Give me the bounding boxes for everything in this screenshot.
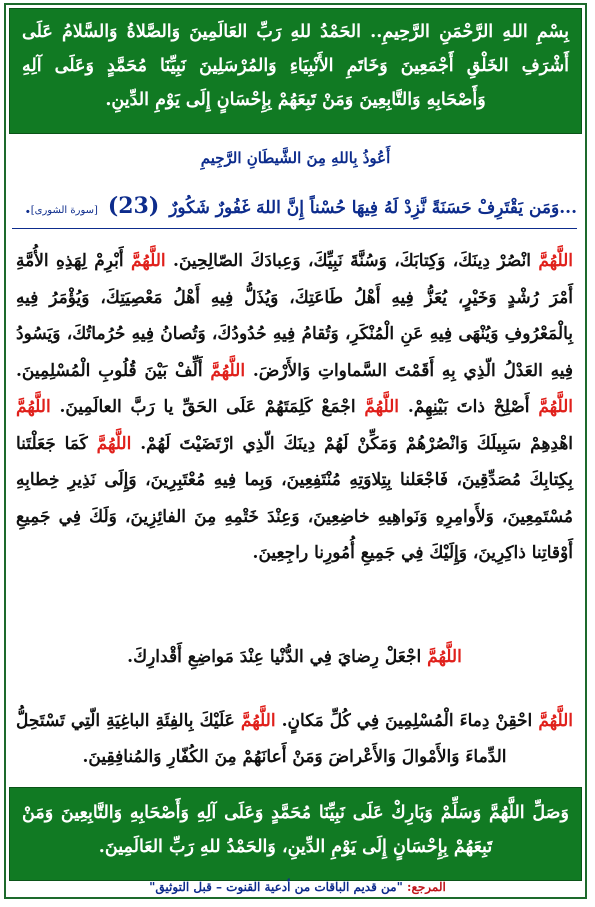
allahumma-word: اللَّهُمَّ: [427, 647, 462, 667]
allahumma-word: اللَّهُمَّ: [538, 397, 574, 417]
ijal-text: اجْعَلْ رِضايَ فِي الدُّنْيا عِنْدَ مَواضِعِ أَقْدارِكَ.: [127, 647, 422, 667]
istiadha-line: أَعُوذُ بِاللهِ مِنَ الشَّيطَانِ الرَّجِيمِ: [200, 149, 391, 167]
supplication-segment: اهْدِهِمْ سَبِيلَكَ وَانْصُرْهُمْ وَمَكِّنْ لَهُمْ دِينَكَ الّذِي ارْتَضَيْتَ لَهُمْ.: [140, 433, 574, 454]
allahumma-word: اللَّهُمَّ: [538, 711, 574, 731]
verse-divider: [12, 228, 577, 229]
source-title: "من قديم الباقات من أدعية القنوت – قبل التوثيق": [149, 880, 403, 894]
source-reference: [0, 880, 595, 894]
verse-text: ...وَمَن يَقْتَرِفْ حَسَنَةً نَّزِدْ لَهُ فِيهَا حُسْناً إِنَّ اللهَ غَفُورٌ شَكُورٌ: [169, 198, 577, 218]
protection-text-2: عَلَيْكَ بِالفِئَةِ الباغِيَةِ الّتِي تَسْتَحِلُّ الدِّماءَ وَالأَمْوالَ وَالأَعْراضَ وَمَنْ أَعانَهُمْ مِنَ الكُفّارِ وَالمُنافِقِينَ.: [16, 711, 507, 767]
allahumma-word: اللَّهُمَّ: [240, 711, 276, 731]
supplication-segment: كَمَا جَعَلْتَنا بِكِتابِكَ مُصَدِّقِينَ، فَاجْعَلنا بِتِلاوَتِهِ مُنْتَفِعِينَ، وَبِما فِيهِ مُعْتَبِرِينَ، وَإِلَى نَذِيرِ خِطابِهِ مُسْتَمِعِينَ، وَلأَوامِرِهِ وَنَواهِيهِ خاضِعِينَ، وَعِنْدَ خَتْمِهِ مِنَ الفائِزِينَ، وَلَكَ فِي جَمِيعِ أَوْقاتِنا ذاكِرِينَ، وَإِلَيْكَ فِي جَمِيعِ أُمُورِنا راجِعِينَ.: [16, 433, 573, 563]
supplication-segment: انْصُرْ دِينَكَ، وَكِتابَكَ، وَسُنَّةَ نَبِيِّكَ، وَعِبادَكَ الصّالِحِينَ.: [173, 251, 531, 271]
closing-salawat-box: [9, 787, 582, 881]
supplication-segment: اجْمَعْ كَلِمَتَهُمْ عَلَى الحَقِّ يا رَبَّ العالَمِينَ.: [59, 397, 356, 417]
allahumma-word: اللَّهُمَّ: [130, 251, 166, 271]
allahumma-word: اللَّهُمَّ: [16, 397, 51, 417]
supplication-segment: أَلِّفْ بَيْنَ قُلُوبِ الْمُسْلِمِينَ.: [16, 360, 203, 381]
protection-text-1: احْقِنْ دِماءَ الْمُسْلِمِينَ فِي كُلِّ مَكانٍ.: [281, 711, 533, 731]
opening-invocation-text: بِسْمِ اللهِ الرَّحْمَنِ الرَّحِيمِ.. الحَمْدُ للهِ رَبِّ العَالَمِينَ وَالصَّلاةُ وَالسَّلامُ عَلَى أَشْرَفِ الخَلْقِ أَجْمَعِينَ وَخَاتَمِ الأَنْبِيَاءِ وَالمُرْسَلِينَ نَبِيِّنَا مُحَمَّدٍ وَعَلَى آلِهِ وَأَصْحَابِهِ وَالتَّابِعِينَ وَمَنْ تَبِعَهُمْ بِإِحْسَانٍ إِلَى يَوْمِ الدِّينِ.: [22, 22, 569, 110]
supplication-body: [16, 243, 573, 572]
supplication-segment: أَصْلِحْ ذاتَ بَيْنِهِمْ.: [407, 397, 530, 417]
page-frame: [4, 3, 587, 899]
verse-end: .: [24, 198, 31, 218]
allahumma-word: اللَّهُمَّ: [538, 251, 574, 271]
quran-verse: [12, 193, 577, 219]
supplication-segment: أَبْرِمْ لِهَذِهِ الأُمَّةِ أَمْرَ رُشْدٍ وَخَيْرٍ، يُعَزُّ فِيهِ أَهْلُ طَاعَتِكَ، وَيُذَلُّ فِيهِ أَهْلُ مَعْصِيَتِكَ، وَيُؤْمَرُ فِيهِ بِالْمَعْرُوفِ وَيُنْهَى فِيهِ عَنِ الْمُنْكَرِ، وَتُقامُ فِيهِ حُدُودُكَ، وَتُصانُ فِيهِ حُرُماتُكَ، وَيَسُودُ فِيهِ العَدْلُ الّذِي بِهِ أَقَمْتَ السَّماواتِ وَالأَرْضَ.: [16, 251, 573, 381]
allahumma-word: اللَّهُمَّ: [96, 433, 132, 454]
ijal-line: [16, 647, 573, 667]
opening-invocation-box: [9, 8, 582, 134]
verse-number: (23): [107, 193, 160, 219]
allahumma-word: اللَّهُمَّ: [210, 360, 246, 381]
protection-supplication: [16, 703, 573, 775]
verse-reference: [سورة الشورى]: [30, 205, 98, 216]
allahumma-word: اللَّهُمَّ: [364, 397, 400, 417]
source-label: المرجع:: [407, 880, 446, 894]
closing-salawat-text: وَصَلِّ اللَّهُمَّ وَسَلِّمْ وَبَارِكْ عَلَى نَبِيِّنَا مُحَمَّدٍ وَعَلَى آلِهِ وَأَصْحَابِهِ وَالتَّابِعِينَ وَمَنْ تَبِعَهُمْ بِإِحْسَانٍ إِلَى يَوْمِ الدِّينِ، وَالحَمْدُ للهِ رَبِّ العَالَمِينَ.: [22, 803, 569, 857]
